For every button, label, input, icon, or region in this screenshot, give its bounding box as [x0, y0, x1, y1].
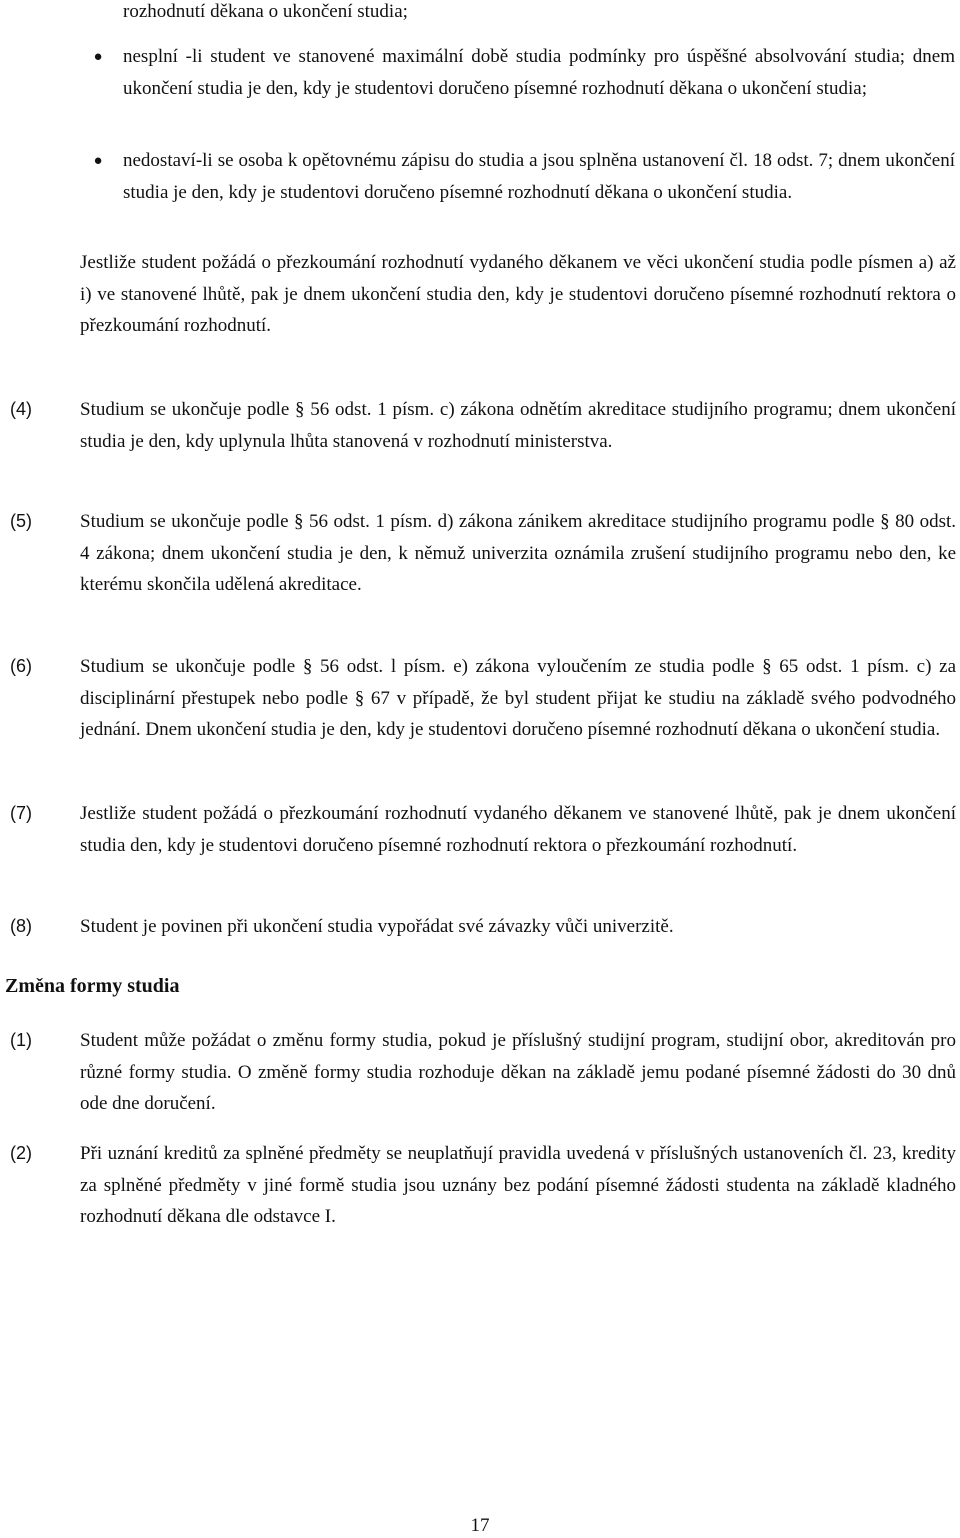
paragraph-text: Studium se ukončuje podle § 56 odst. 1 písm. c) zákona odnětím akreditace studijního programu; dnem ukončení studia je den, kdy uplynula lhůta stanovená v rozhodnutí ministerstva.: [80, 399, 956, 452]
section-paragraph-number: (2): [10, 1143, 32, 1163]
paragraph-number: (6): [10, 656, 32, 676]
bullet-item: nedostaví-li se osoba k opětovnému zápisu do studia a jsou splněna ustanovení čl. 18 odst. 7; dnem ukončení studia je den, kdy je studentovi doručeno písemné rozhodnutí děkana o ukončení studia.: [123, 150, 955, 203]
section-paragraph-number: (1): [10, 1030, 32, 1050]
paragraph-number: (8): [10, 916, 32, 936]
paragraph-number: (7): [10, 803, 32, 823]
paragraph-text: Jestliže student požádá o přezkoumání rozhodnutí vydaného děkanem ve stanovené lhůtě, pak je dnem ukončení studia den, kdy je studentovi doručeno písemné rozhodnutí rektora o přezkoumání rozhodnutí.: [80, 803, 956, 856]
paragraph-text: Studium se ukončuje podle § 56 odst. l písm. e) zákona vyloučením ze studia podle § 65 odst. 1 písm. c) za disciplinární přestupek nebo podle § 67 v případě, že byl student přijat ke studiu na základě svého podvodného jednání. Dnem ukončení studia je den, kdy je studentovi doručeno písemné rozhodnutí děkana o ukončení studia.: [80, 656, 956, 740]
section-paragraph-text: Student může požádat o změnu formy studia, pokud je příslušný studijní program, studijní obor, akreditován pro různé formy studia. O změně formy studia rozhoduje děkan na základě jemu podané písemné žádosti do 30 dnů ode dne doručení.: [80, 1030, 956, 1114]
paragraph-number: (5): [10, 511, 32, 531]
bullet-marker: ●: [93, 153, 103, 169]
paragraph-text: Studium se ukončuje podle § 56 odst. 1 písm. d) zákona zánikem akreditace studijního programu podle § 80 odst. 4 zákona; dnem ukončení studia je den, k němuž univerzita oznámila zrušení studijního programu nebo den, ke kterému skončila udělená akreditace.: [80, 511, 956, 595]
paragraph-text: Student je povinen při ukončení studia vypořádat své závazky vůči univerzitě.: [80, 916, 674, 937]
bullet-item: nesplní -li student ve stanovené maximální době studia podmínky pro úspěšné absolvování studia; dnem ukončení studia je den, kdy je studentovi doručeno písemné rozhodnutí děkana o ukončení studia;: [123, 46, 955, 99]
section-paragraph-text: Při uznání kreditů za splněné předměty se neuplatňují pravidla uvedená v příslušných ustanoveních čl. 23, kredity za splněné předměty v jiné formě studia jsou uznány bez podání písemné žádosti studenta na základě kladného rozhodnutí děkana dle odstavce I.: [80, 1143, 956, 1227]
bullet-marker: ●: [93, 49, 103, 65]
paragraph-number: (4): [10, 399, 32, 419]
continuation-text: rozhodnutí děkana o ukončení studia;: [123, 1, 408, 22]
page-number: 17: [470, 1515, 490, 1536]
intro-paragraph: Jestliže student požádá o přezkoumání rozhodnutí vydaného děkanem ve věci ukončení studia podle písmen a) až i) ve stanovené lhůtě, pak je dnem ukončení studia den, kdy je studentovi doručeno písemné rozhodnutí rektora o přezkoumání rozhodnutí.: [80, 252, 956, 336]
section-heading: Změna formy studia: [5, 975, 180, 997]
